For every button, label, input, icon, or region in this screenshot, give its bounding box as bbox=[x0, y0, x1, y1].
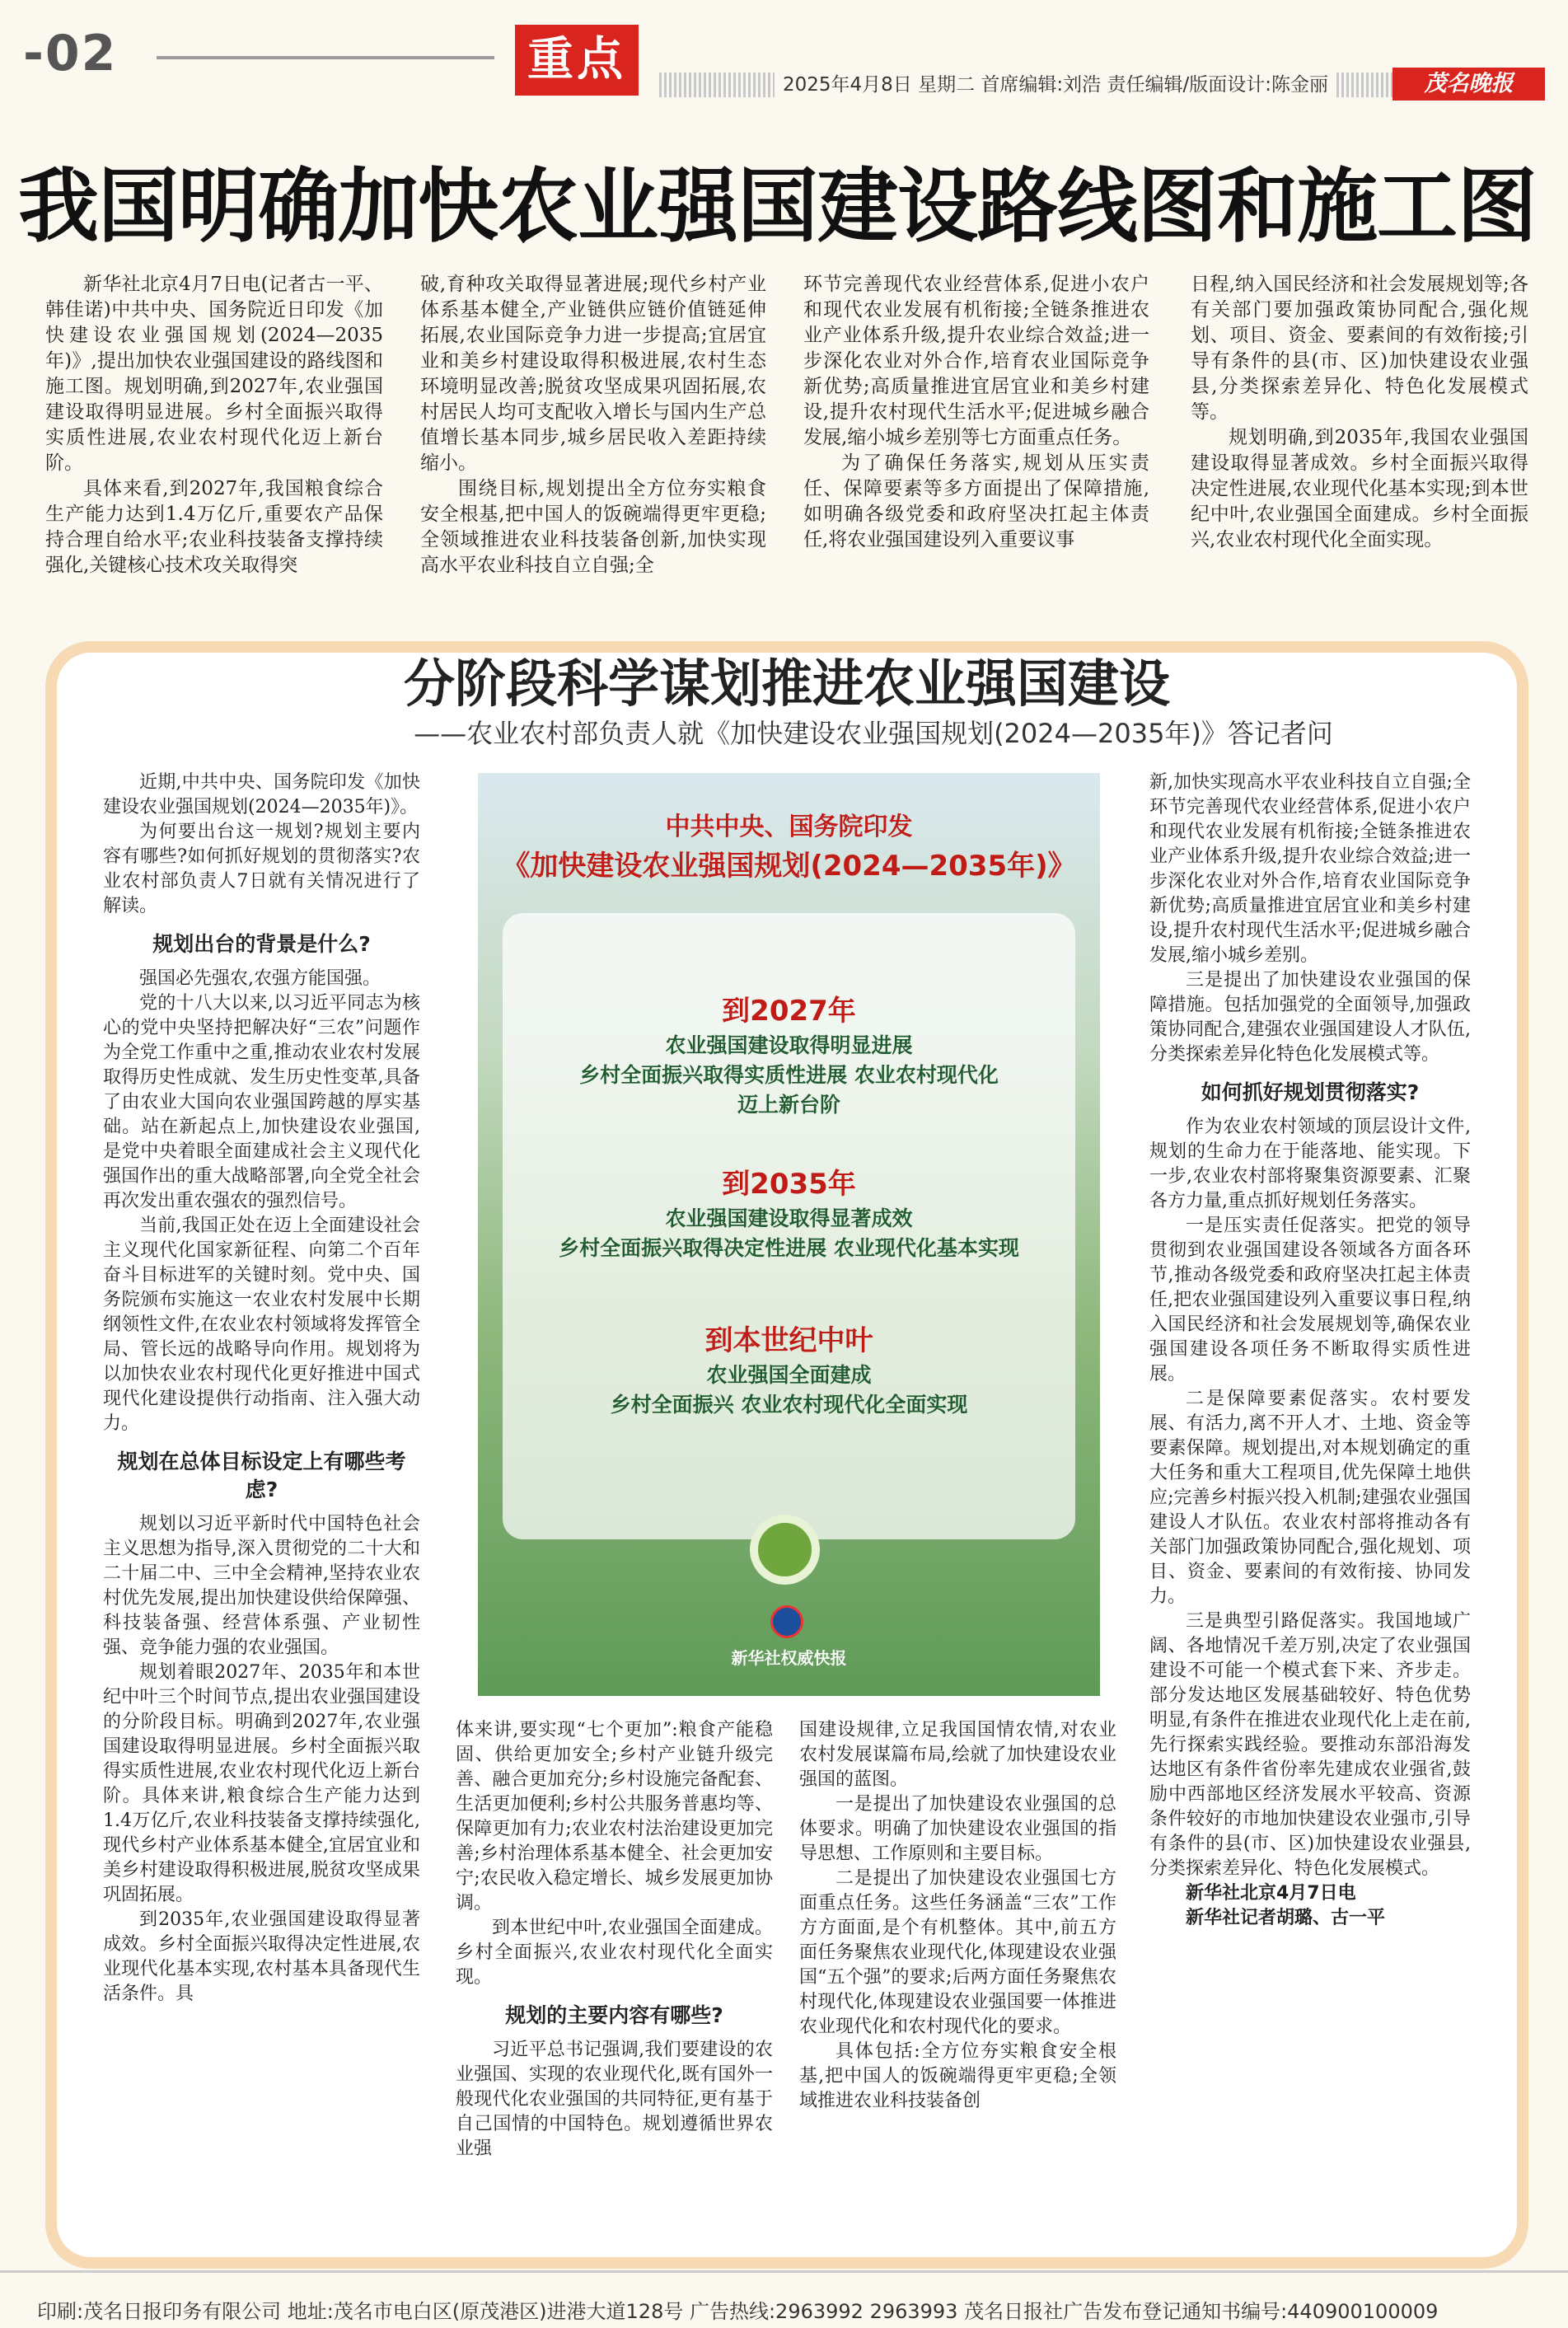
section-badge: 重点 bbox=[515, 25, 639, 96]
poster-heading-1: 中共中央、国务院印发 bbox=[665, 813, 913, 841]
feature-paragraph: 三是典型引路促落实。我国地域广阔、各地情况千差万别,决定了农业强国建设不可能一个模式套下来、齐步走。部分发达地区发展基础较好、特色优势明显,有条件在推进农业现代化上走在前,先行探索实践经验。要推动东部沿海发达地区有条件省份率先建成农业强省,鼓励中西部地区经济发展水平较高、资源条件较好的市地加快建设农业强市,引导有条件的县(市、区)加快建设农业强县,分类探索差异化、特色化发展模式。 bbox=[1149, 1611, 1471, 1879]
feature-paragraph: 体来讲,要实现“七个更加”:粮食产能稳固、供给更加安全;乡村产业链升级完善、融合更加充分;乡村设施完备配套、生活更加便利;乡村公共服务普惠均等、保障更加有力;农业农村法治建设更加完善;乡村治理体系基本健全、社会更加安宁;农民收入稳定增长、城乡发展更加协调。 bbox=[456, 1720, 773, 1913]
poster-credit: 新华社权威快报 bbox=[731, 1648, 847, 1668]
feature-column-right bbox=[1149, 771, 1471, 1931]
feature-title: 分阶段科学谋划推进农业强国建设 bbox=[403, 653, 1170, 714]
milestone-midcentury bbox=[478, 1321, 1100, 1420]
header-rule bbox=[157, 56, 494, 59]
article-paragraph: 新华社北京4月7日电(记者古一平、韩佳诺)中共中央、国务院近日印发《加快建设农业强国规划(2024—2035年)》,提出加快农业强国建设的路线图和施工图。规划明确,到2027年,农业强国建设取得明显进展。乡村全面振兴取得实质性进展,农业农村现代化迈上新台阶。 bbox=[45, 274, 383, 474]
question-heading: 规划出台的背景是什么? bbox=[152, 932, 371, 956]
milestone-text: 农业强国建设取得明显进展 bbox=[665, 1033, 913, 1057]
article-paragraph: 日程,纳入国民经济和社会发展规划等;各有关部门要加强政策协同配合,强化规划、项目、资金、要素间的有效衔接;引导有条件的县(市、区)加快建设农业强县,分类探索差异化、特色化发展模式等。 bbox=[1191, 274, 1528, 423]
feature-paragraph: 党的十八大以来,以习近平同志为核心的党中央坚持把解决好“三农”问题作为全党工作重中之重,推动农业农村发展取得历史性成就、发生历史性变革,具备了由农业大国向农业强国跨越的厚实基础。站在新起点上,加快建设农业强国,是党中央着眼全面建成社会主义现代化强国作出的重大战略部署,向全党全社会再次发出重农强农的强烈信号。 bbox=[103, 993, 420, 1211]
article-paragraph: 围绕目标,规划提出全方位夯实粮食安全根基,把中国人的饭碗端得更牢更稳;全领域推进农业科技装备创新,加快实现高水平农业科技自立自强;全 bbox=[420, 478, 766, 576]
milestone-year: 到本世纪中叶 bbox=[704, 1324, 873, 1357]
article-paragraph: 为了确保任务落实,规划从压实责任、保障要素等多方面提出了保障措施,如明确各级党委和政府坚决扛起主体责任,将农业强国建设列入重要议事 bbox=[803, 452, 1149, 550]
milestone-2027 bbox=[478, 991, 1100, 1120]
dateline-text: 2025年4月8日 星期二 首席编辑:刘浩 责任编辑/版面设计:陈金丽 bbox=[775, 73, 1336, 97]
milestone-2035 bbox=[478, 1164, 1100, 1263]
feature-paragraph: 近期,中共中央、国务院印发《加快建设农业强国规划(2024—2035年)》。 bbox=[103, 772, 420, 817]
milestone-text: 农业强国建设取得显著成效 bbox=[665, 1206, 913, 1230]
footer-rule bbox=[0, 2270, 1568, 2273]
article-paragraph: 具体来看,到2027年,我国粮食综合生产能力达到1.4万亿斤,重要农产品保持合理自给水平;农业科技装备支撑持续强化,关键核心技术攻关取得突 bbox=[45, 478, 383, 576]
milestone-year: 到2035年 bbox=[722, 1168, 856, 1201]
feature-paragraph: 规划以习近平新时代中国特色社会主义思想为指导,深入贯彻党的二十大和二十届二中、三中全会精神,坚持农业农村优先发展,提出加快建设供给保障强、科技装备强、经营体系强、产业韧性强、竞争能力强的农业强国。 bbox=[103, 1514, 420, 1658]
xinhua-logo-icon bbox=[770, 1605, 803, 1638]
feature-paragraph: 习近平总书记强调,我们要建设的农业强国、实现的农业现代化,既有国外一般现代化农业强国的共同特征,更有基于自己国情的中国特色。规划遵循世界农业强 bbox=[456, 2040, 773, 2159]
article-column-3 bbox=[803, 272, 1149, 553]
milestone-text: 迈上新台阶 bbox=[737, 1093, 840, 1117]
feature-column-mid2 bbox=[799, 1718, 1116, 2114]
infographic-poster bbox=[478, 773, 1100, 1696]
milestone-text: 农业强国全面建成 bbox=[706, 1363, 872, 1387]
feature-paragraph: 规划着眼2027年、2035年和本世纪中叶三个时间节点,提出农业强国建设的分阶段目标。明确到2027年,农业强国建设取得明显进展。乡村全面振兴取得实质性进展,农业农村现代化迈上新台阶。具体来讲,粮食综合生产能力达到1.4万亿斤,农业科技装备支撑持续强化,现代乡村产业体系基本健全,宜居宜业和美乡村建设取得积极进展,脱贫攻坚成果巩固拓展。 bbox=[103, 1662, 420, 1905]
article-column-1 bbox=[45, 272, 383, 578]
milestone-text: 乡村全面振兴取得实质性进展 农业农村现代化 bbox=[579, 1063, 999, 1087]
page-number: -02 bbox=[23, 25, 118, 82]
article-paragraph: 环节完善现代农业经营体系,促进小农户和现代农业发展有机衔接;全链条推进农业产业体系升级,提升农业综合效益;进一步深化农业对外合作,培育农业国际竞争新优势;高质量推进宜居宜业和美乡村建设,提升农村现代生活水平;促进城乡融合发展,缩小城乡差别等七方面重点任务。 bbox=[803, 274, 1149, 448]
feature-paragraph: 到2035年,农业强国建设取得显著成效。乡村全面振兴取得决定性进展,农业现代化基本实现,农村基本具备现代生活条件。具 bbox=[103, 1909, 420, 2004]
circle-icon bbox=[750, 1515, 820, 1585]
article-paragraph: 规划明确,到2035年,我国农业强国建设取得显著成效。乡村全面振兴取得决定性进展,农业现代化基本实现;到本世纪中叶,农业强国全面建成。乡村全面振兴,农业农村现代化全面实现。 bbox=[1191, 427, 1528, 550]
newspaper-logo: 茂名晚报 bbox=[1392, 68, 1545, 101]
feature-paragraph: 具体包括:全方位夯实粮食安全根基,把中国人的饭碗端得更牢更稳;全领域推进农业科技装备创 bbox=[799, 2041, 1116, 2111]
question-heading: 规划在总体目标设定上有哪些考虑? bbox=[117, 1450, 406, 1501]
milestone-text: 乡村全面振兴 农业农村现代化全面实现 bbox=[610, 1393, 968, 1417]
feature-column-mid1 bbox=[456, 1718, 773, 2162]
article-column-4 bbox=[1191, 272, 1528, 553]
feature-paragraph: 当前,我国正处在迈上全面建设社会主义现代化国家新征程、向第二个百年奋斗目标进军的关键时刻。党中央、国务院颁布实施这一农业农村发展中长期纲领性文件,在农业农村领域将发挥管全局、管长远的战略导向作用。规划将为以加快农业农村现代化更好推进中国式现代化建设提供行动指南、注入强大动力。 bbox=[103, 1216, 420, 1434]
feature-paragraph: 新,加快实现高水平农业科技自立自强;全环节完善现代农业经营体系,促进小农户和现代农业发展有机衔接;全链条推进农业产业体系升级,提升农业综合效益;进一步深化农业对外合作,培育农业国际竞争新优势;高质量推进宜居宜业和美乡村建设,提升农村现代生活水平;促进城乡融合发展,缩小城乡差别。 bbox=[1149, 772, 1471, 966]
feature-paragraph: 二是提出了加快建设农业强国七方面重点任务。这些任务涵盖“三农”工作方方面面,是个有机整体。其中,前五方面任务聚焦农业现代化,体现建设农业强国“五个强”的要求;后两方面任务聚焦农村现代化,体现建设农业强国要一体推进农业现代化和农村现代化的要求。 bbox=[799, 1868, 1116, 2037]
feature-column-left bbox=[103, 771, 420, 2007]
feature-subtitle: ——农业农村部负责人就《加快建设农业强国规划(2024—2035年)》答记者问 bbox=[414, 718, 1333, 749]
feature-paragraph: 二是保障要素促落实。农村要发展、有活力,离不开人才、土地、资金等要素保障。规划提出,对本规划确定的重大任务和重大工程项目,优先保障土地供应;完善乡村振兴投入机制;建强农业强国建设人才队伍。农业农村部将推动各有关部门加强政策协同配合,强化规划、项目、资金、要素间的有效衔接、协同发力。 bbox=[1149, 1389, 1471, 1607]
milestone-year: 到2027年 bbox=[722, 995, 856, 1028]
feature-paragraph: 为何要出台这一规划?规划主要内容有哪些?如何抓好规划的贯彻落实?农业农村部负责人7日就有关情况进行了解读。 bbox=[103, 822, 420, 916]
poster-heading-2: 《加快建设农业强国规划(2024—2035年)》 bbox=[502, 850, 1076, 883]
question-heading: 如何抓好规划贯彻落实? bbox=[1201, 1080, 1420, 1104]
footer-imprint: 印刷:茂名日报印务有限公司 地址:茂名市电白区(原茂港区)进港大道128号 广告热线:2963992 2963993 茂名日报社广告发布登记通知书编号:440900100009 bbox=[37, 2300, 1439, 2323]
article-paragraph: 破,育种攻关取得显著进展;现代乡村产业体系基本健全,产业链供应链价值链延伸拓展,农业国际竞争力进一步提高;宜居宜业和美乡村建设取得积极进展,农村生态环境明显改善;脱贫攻坚成果巩固拓展,农村居民人均可支配收入增长与国内生产总值增长基本同步,城乡居民收入差距持续缩小。 bbox=[420, 274, 766, 474]
feature-paragraph: 强国必先强农,农强方能国强。 bbox=[139, 968, 381, 989]
feature-paragraph: 三是提出了加快建设农业强国的保障措施。包括加强党的全面领导,加强政策协同配合,建强农业强国建设人才队伍,分类探索差异化特色化发展模式等。 bbox=[1149, 970, 1471, 1065]
byline: 新华社北京4月7日电 bbox=[1186, 1883, 1356, 1904]
milestone-text: 乡村全面振兴取得决定性进展 农业现代化基本实现 bbox=[559, 1236, 1019, 1260]
feature-paragraph: 到本世纪中叶,农业强国全面建成。乡村全面振兴,农业农村现代化全面实现。 bbox=[456, 1918, 773, 1988]
byline: 新华社记者胡璐、古一平 bbox=[1186, 1908, 1386, 1928]
feature-paragraph: 一是压实责任促落实。把党的领导贯彻到农业强国建设各领域各方面各环节,推动各级党委和政府坚决扛起主体责任,把农业强国建设列入重要议事日程,纳入国民经济和社会发展规划等,确保农业强国建设各项任务不断取得实质性进展。 bbox=[1149, 1216, 1471, 1384]
article-column-2 bbox=[420, 272, 766, 578]
feature-paragraph: 作为农业农村领域的顶层设计文件,规划的生命力在于能落地、能实现。下一步,农业农村部将聚集资源要素、汇聚各方力量,重点抓好规划任务落实。 bbox=[1149, 1117, 1471, 1211]
feature-paragraph: 国建设规律,立足我国国情农情,对农业农村发展谋篇布局,绘就了加快建设农业强国的蓝图。 bbox=[799, 1720, 1116, 1790]
question-heading: 规划的主要内容有哪些? bbox=[505, 2003, 723, 2027]
feature-paragraph: 一是提出了加快建设农业强国的总体要求。明确了加快建设农业强国的指导思想、工作原则和主要目标。 bbox=[799, 1794, 1116, 1864]
main-headline: 我国明确加快农业强国建设路线图和施工图 bbox=[18, 160, 1538, 254]
